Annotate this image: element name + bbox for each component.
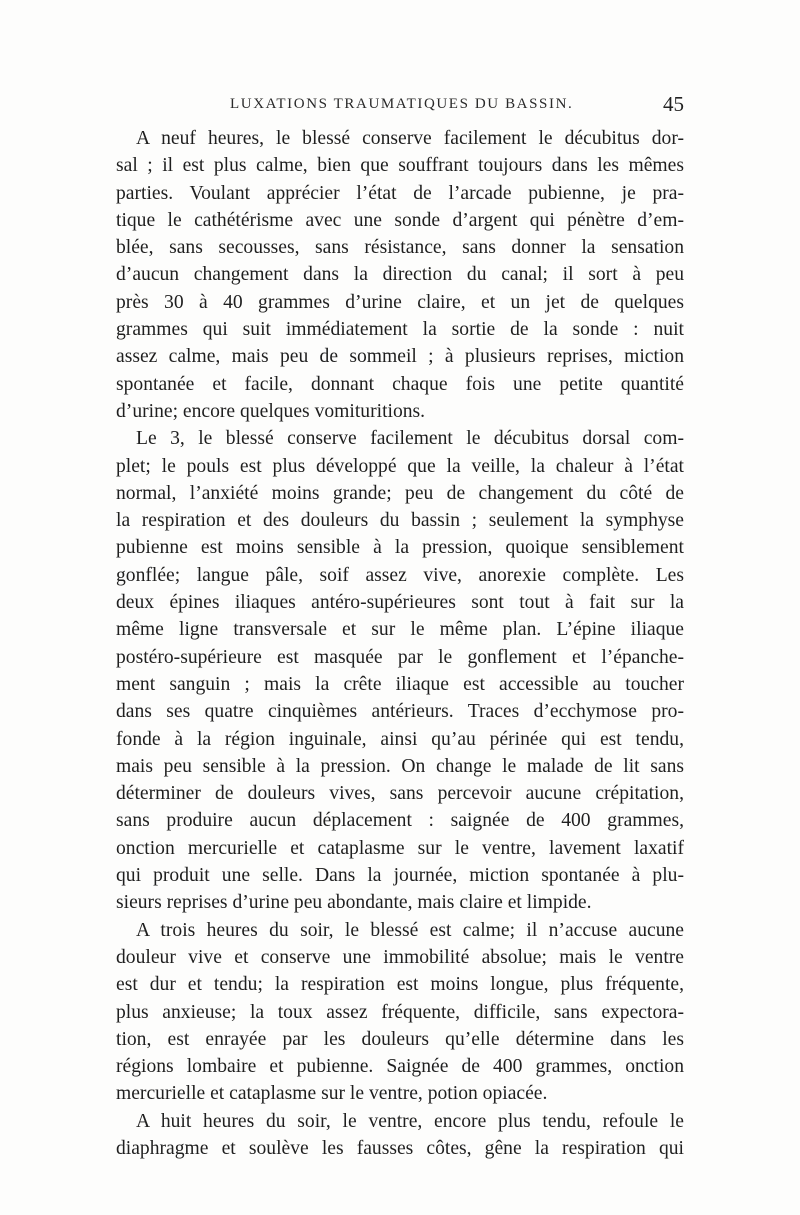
text-line: fonde à la région inguinale, ainsi qu’au périnée qui est tendu, <box>116 728 684 750</box>
text-line: d’urine; encore quelques vomituritions. <box>116 400 426 422</box>
text-line: spontanée et facile, donnant chaque fois une petite quantité <box>116 373 684 395</box>
text-line: qui produit une selle. Dans la journée, miction spontanée à plu- <box>116 865 684 887</box>
text-line: blée, sans secousses, sans résistance, sans donner la sensation <box>116 237 684 259</box>
text-line: mais peu sensible à la pression. On change le malade de lit sans <box>116 755 684 777</box>
text-line: régions lombaire et pubienne. Saignée de 400 grammes, onction <box>116 1056 684 1078</box>
text-line: sal ; il est plus calme, bien que souffrant toujours dans les mêmes <box>116 155 684 177</box>
text-line: A huit heures du soir, le ventre, encore plus tendu, refoule le <box>136 1110 684 1132</box>
text-line: diaphragme et soulève les fausses côtes, gêne la respiration qui <box>116 1137 684 1159</box>
text-line: A trois heures du soir, le blessé est calme; il n’accuse aucune <box>136 919 684 941</box>
text-line: même ligne transversale et sur le même plan. L’épine iliaque <box>116 619 684 641</box>
text-line: tique le cathétérisme avec une sonde d’argent qui pénètre d’em- <box>116 209 684 231</box>
paragraph <box>116 917 684 1108</box>
text-line: gonflée; langue pâle, soif assez vive, anorexie complète. Les <box>116 564 684 586</box>
text-line: grammes qui suit immédiatement la sortie de la sonde : nuit <box>116 319 684 341</box>
text-line: douleur vive et conserve une immobilité absolue; mais le ventre <box>116 946 684 968</box>
paragraph <box>116 125 684 425</box>
text-line: près 30 à 40 grammes d’urine claire, et un jet de quelques <box>116 291 684 313</box>
text-line: d’aucun changement dans la direction du canal; il sort à peu <box>116 264 684 286</box>
text-line: sans produire aucun déplacement : saignée de 400 grammes, <box>116 810 684 832</box>
text-line: onction mercurielle et cataplasme sur le ventre, lavement laxatif <box>116 837 684 859</box>
paragraph <box>116 425 684 916</box>
text-line: déterminer de douleurs vives, sans percevoir aucune crépitation, <box>116 783 684 805</box>
text-line: mercurielle et cataplasme sur le ventre, potion opiacée. <box>116 1083 548 1105</box>
text-line: est dur et tendu; la respiration est moins longue, plus fréquente, <box>116 974 684 996</box>
running-title: LUXATIONS TRAUMATIQUES DU BASSIN. <box>230 96 574 112</box>
text-line: dans ses quatre cinquièmes antérieurs. Traces d’ecchymose pro- <box>116 701 684 723</box>
text-line: Le 3, le blessé conserve facilement le décubitus dorsal com- <box>136 428 684 450</box>
text-line: tion, est enrayée par les douleurs qu’elle détermine dans les <box>116 1028 684 1050</box>
text-line: ment sanguin ; mais la crête iliaque est accessible au toucher <box>116 673 684 695</box>
text-line: plus anxieuse; la toux assez fréquente, difficile, sans expectora- <box>116 1001 684 1023</box>
text-line: deux épines iliaques antéro-supérieures sont tout à fait sur la <box>116 592 684 614</box>
page-number: 45 <box>663 92 684 116</box>
page-header <box>118 92 684 120</box>
text-line: plet; le pouls est plus développé que la veille, la chaleur à l’état <box>116 455 684 477</box>
text-line: A neuf heures, le blessé conserve facilement le décubitus dor- <box>136 128 684 149</box>
text-line: assez calme, mais peu de sommeil ; à plusieurs reprises, miction <box>116 346 684 368</box>
text-line: sieurs reprises d’urine peu abondante, mais claire et limpide. <box>116 892 592 914</box>
text-line: pubienne est moins sensible à la pression, quoique sensiblement <box>116 537 684 559</box>
page-body <box>116 125 684 1162</box>
text-line: parties. Voulant apprécier l’état de l’arcade pubienne, je pra- <box>116 182 684 204</box>
text-line: la respiration et des douleurs du bassin ; seulement la symphyse <box>116 510 684 532</box>
text-line: postéro-supérieure est masquée par le gonflement et l’épanche- <box>116 646 684 668</box>
paragraph <box>116 1108 684 1163</box>
text-line: normal, l’anxiété moins grande; peu de changement du côté de <box>116 482 684 504</box>
